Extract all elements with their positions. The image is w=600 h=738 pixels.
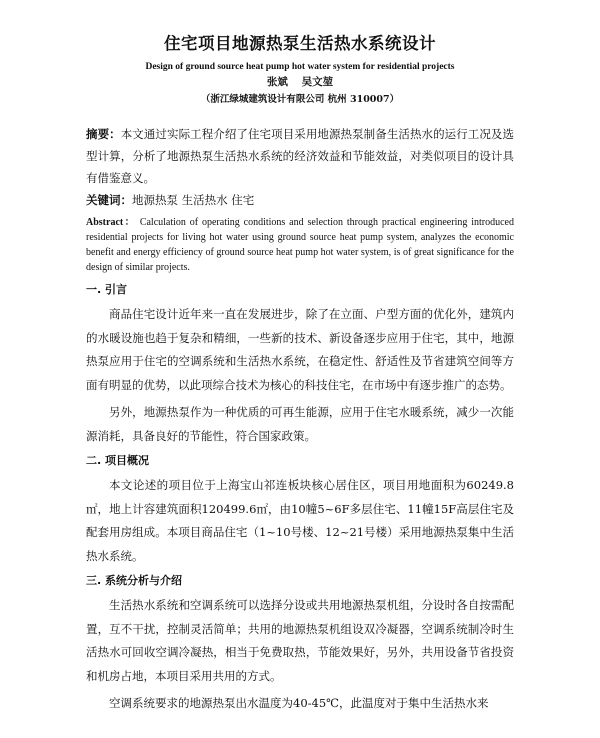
authors: 张斌 吴文堃 — [266, 76, 334, 88]
english-title: Design of ground source heat pump hot water system for residential projects — [145, 62, 455, 72]
section-heading-system: 三. 系统分析与介绍 — [86, 574, 183, 587]
abstract-text: 本文通过实际工程介绍了住宅项目采用地源热泵制备生活热水的运行工况及选型计算，分析了地源热泵生活热水系统的经济效益和节能效益，对类似项目的设计具有借鉴意义。 — [86, 127, 515, 185]
section-heading-overview: 二. 项目概况 — [86, 454, 150, 467]
paper-title: 住宅项目地源热泵生活热水系统设计 — [164, 34, 436, 53]
english-abstract-text: Calculation of operating conditions and selection through practical engineering introduced residential projects for living hot water using ground source heat pump system, analyzes the economic benefit and energy efficiency of ground source heat pump hot water system, is of great significance for the design of similar projects. — [86, 217, 514, 273]
english-abstract-label: Abstract： — [86, 217, 136, 228]
body-paragraph: 生活热水系统和空调系统可以选择分设或共用地源热泵机组，分设时各自按需配置，互不干扰，控制灵活简单；共用的地源热泵机组设双冷凝器，空调系统制冷时生活热水可回收空调冷凝热，相当于免费取热，节能效果好，另外，共用设备节省投资和机房占地，本项目采用共用的方式。 — [86, 598, 514, 683]
abstract — [86, 123, 514, 189]
keywords — [86, 189, 514, 211]
body-paragraph: 本文论述的项目位于上海宝山祁连板块核心居住区，项目用地面积为60249.8㎡，地上计容建筑面积120499.6㎡，由10幢5~6F多层住宅、11幢15F高层住宅及配套用房组成。本项目商品住宅（1~10号楼、12~21号楼）采用地源热泵集中生活热水系统。 — [86, 478, 514, 563]
affiliation: （浙江绿城建筑设计有限公司 杭州 310007） — [200, 94, 400, 105]
body-paragraph: 商品住宅设计近年来一直在发展进步，除了在立面、户型方面的优化外，建筑内的水暖设施也趋于复杂和精细，一些新的技术、新设备逐步应用于住宅，其中，地源热泵应用于住宅的空调系统和生活热水系统，在稳定性、舒适性及节省建筑空间等方面有明显的优势，以此项综合技术为核心的科技住宅，在市场中有逐步推广的态势。 — [86, 307, 514, 392]
body-paragraph: 空调系统要求的地源热泵出水温度为40-45℃，此温度对于集中生活热水来 — [109, 696, 489, 710]
body-paragraph: 另外，地源热泵作为一种优质的可再生能源，应用于住宅水暖系统，减少一次能源消耗，具备良好的节能性，符合国家政策。 — [86, 405, 514, 443]
english-abstract — [86, 215, 514, 275]
keywords-label: 关键词： — [86, 193, 132, 207]
keywords-text: 地源热泵 生活热水 住宅 — [132, 193, 255, 207]
section-heading-intro: 一. 引言 — [86, 283, 128, 296]
abstract-label: 摘要： — [86, 127, 121, 141]
